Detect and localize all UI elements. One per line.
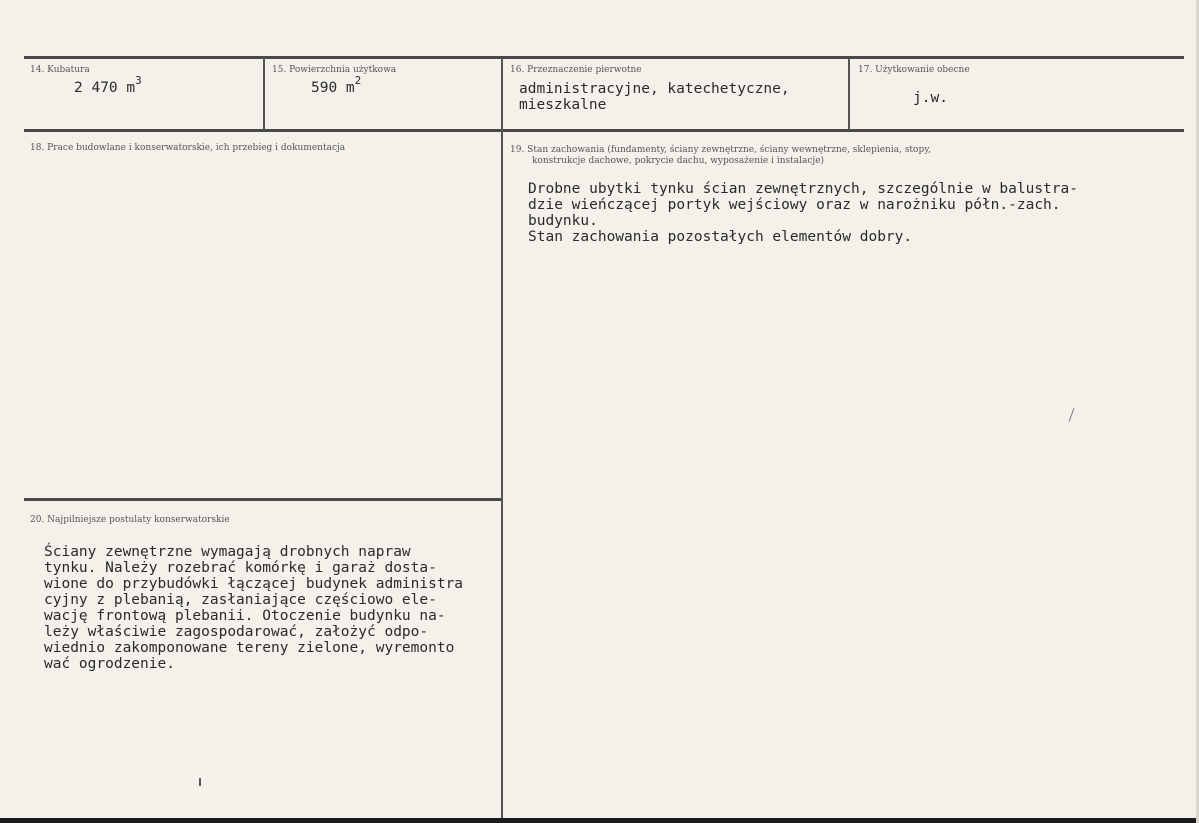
divider-16-17 [848,58,850,130]
top-rule [24,56,1184,59]
field-15-exponent: 2 [354,74,362,87]
pen-mark [1069,408,1075,421]
field-17-label: 17. Użytkowanie obecne [858,65,970,75]
divider-14-15 [263,58,265,130]
field-20-line-1: Ściany zewnętrzne wymagają drobnych napraw [44,544,411,560]
field-19-label-line-1: 19. Stan zachowania (fundamenty, ściany zewnętrzne, ściany wewnętrzne, sklepienia, stopy, [510,145,931,155]
pen-mark [199,778,201,786]
field-20-line-5: wację frontową plebanii. Otoczenie budynku na- [44,608,446,624]
field-15-label: 15. Powierzchnia użytkowa [272,65,397,75]
field-15-value [311,74,362,97]
field-20-label: 20. Najpilniejsze postulaty konserwatorskie [30,515,230,525]
field-18-label: 18. Prace budowlane i konserwatorskie, ich przebieg i dokumentacja [30,143,346,153]
field-16-line-2: mieszkalne [519,97,607,113]
field-20-line-2: tynku. Należy rozebrać komórkę i garaż dosta- [44,560,437,576]
field-16-line-1: administracyjne, katechetyczne, [519,81,790,97]
row-rule [24,129,1184,132]
field-14-number: 2 470 m [74,80,136,96]
field-17-value: j.w. [913,90,948,106]
scan-edge [0,818,1199,823]
field-14-value [74,74,142,97]
field-20-line-3: wione do przybudówki łączącej budynek administra [44,576,464,592]
field-19-line-1: Drobne ubytki tynku ścian zewnętrznych, szczególnie w balustra- [528,181,1078,197]
field-19-line-4: Stan zachowania pozostałych elementów dobry. [528,229,913,245]
field-20-line-4: cyjny z plebanią, zasłaniające częściowo ele- [44,592,437,608]
field-20-line-7: wiednio zakomponowane tereny zielone, wyremonto [44,640,455,656]
field-19-label-line-2: konstrukcje dachowe, pokrycie dachu, wyposażenie i instalacje) [532,156,825,166]
field-19-line-2: dzie wieńczącej portyk wejściowy oraz w narożniku półn.-zach. [528,197,1061,213]
section-20-rule [24,498,502,501]
field-20-line-8: wać ogrodzenie. [44,656,175,672]
divider-15-16 [501,58,503,818]
field-15-number: 590 m [311,80,355,96]
field-14-exponent: 3 [135,74,142,87]
field-20-line-6: leży właściwie zagospodarować, założyć odpo- [44,624,429,640]
field-16-label: 16. Przeznaczenie pierwotne [510,65,642,75]
field-19-line-3: budynku. [528,213,598,229]
field-14-label: 14. Kubatura [30,65,90,75]
